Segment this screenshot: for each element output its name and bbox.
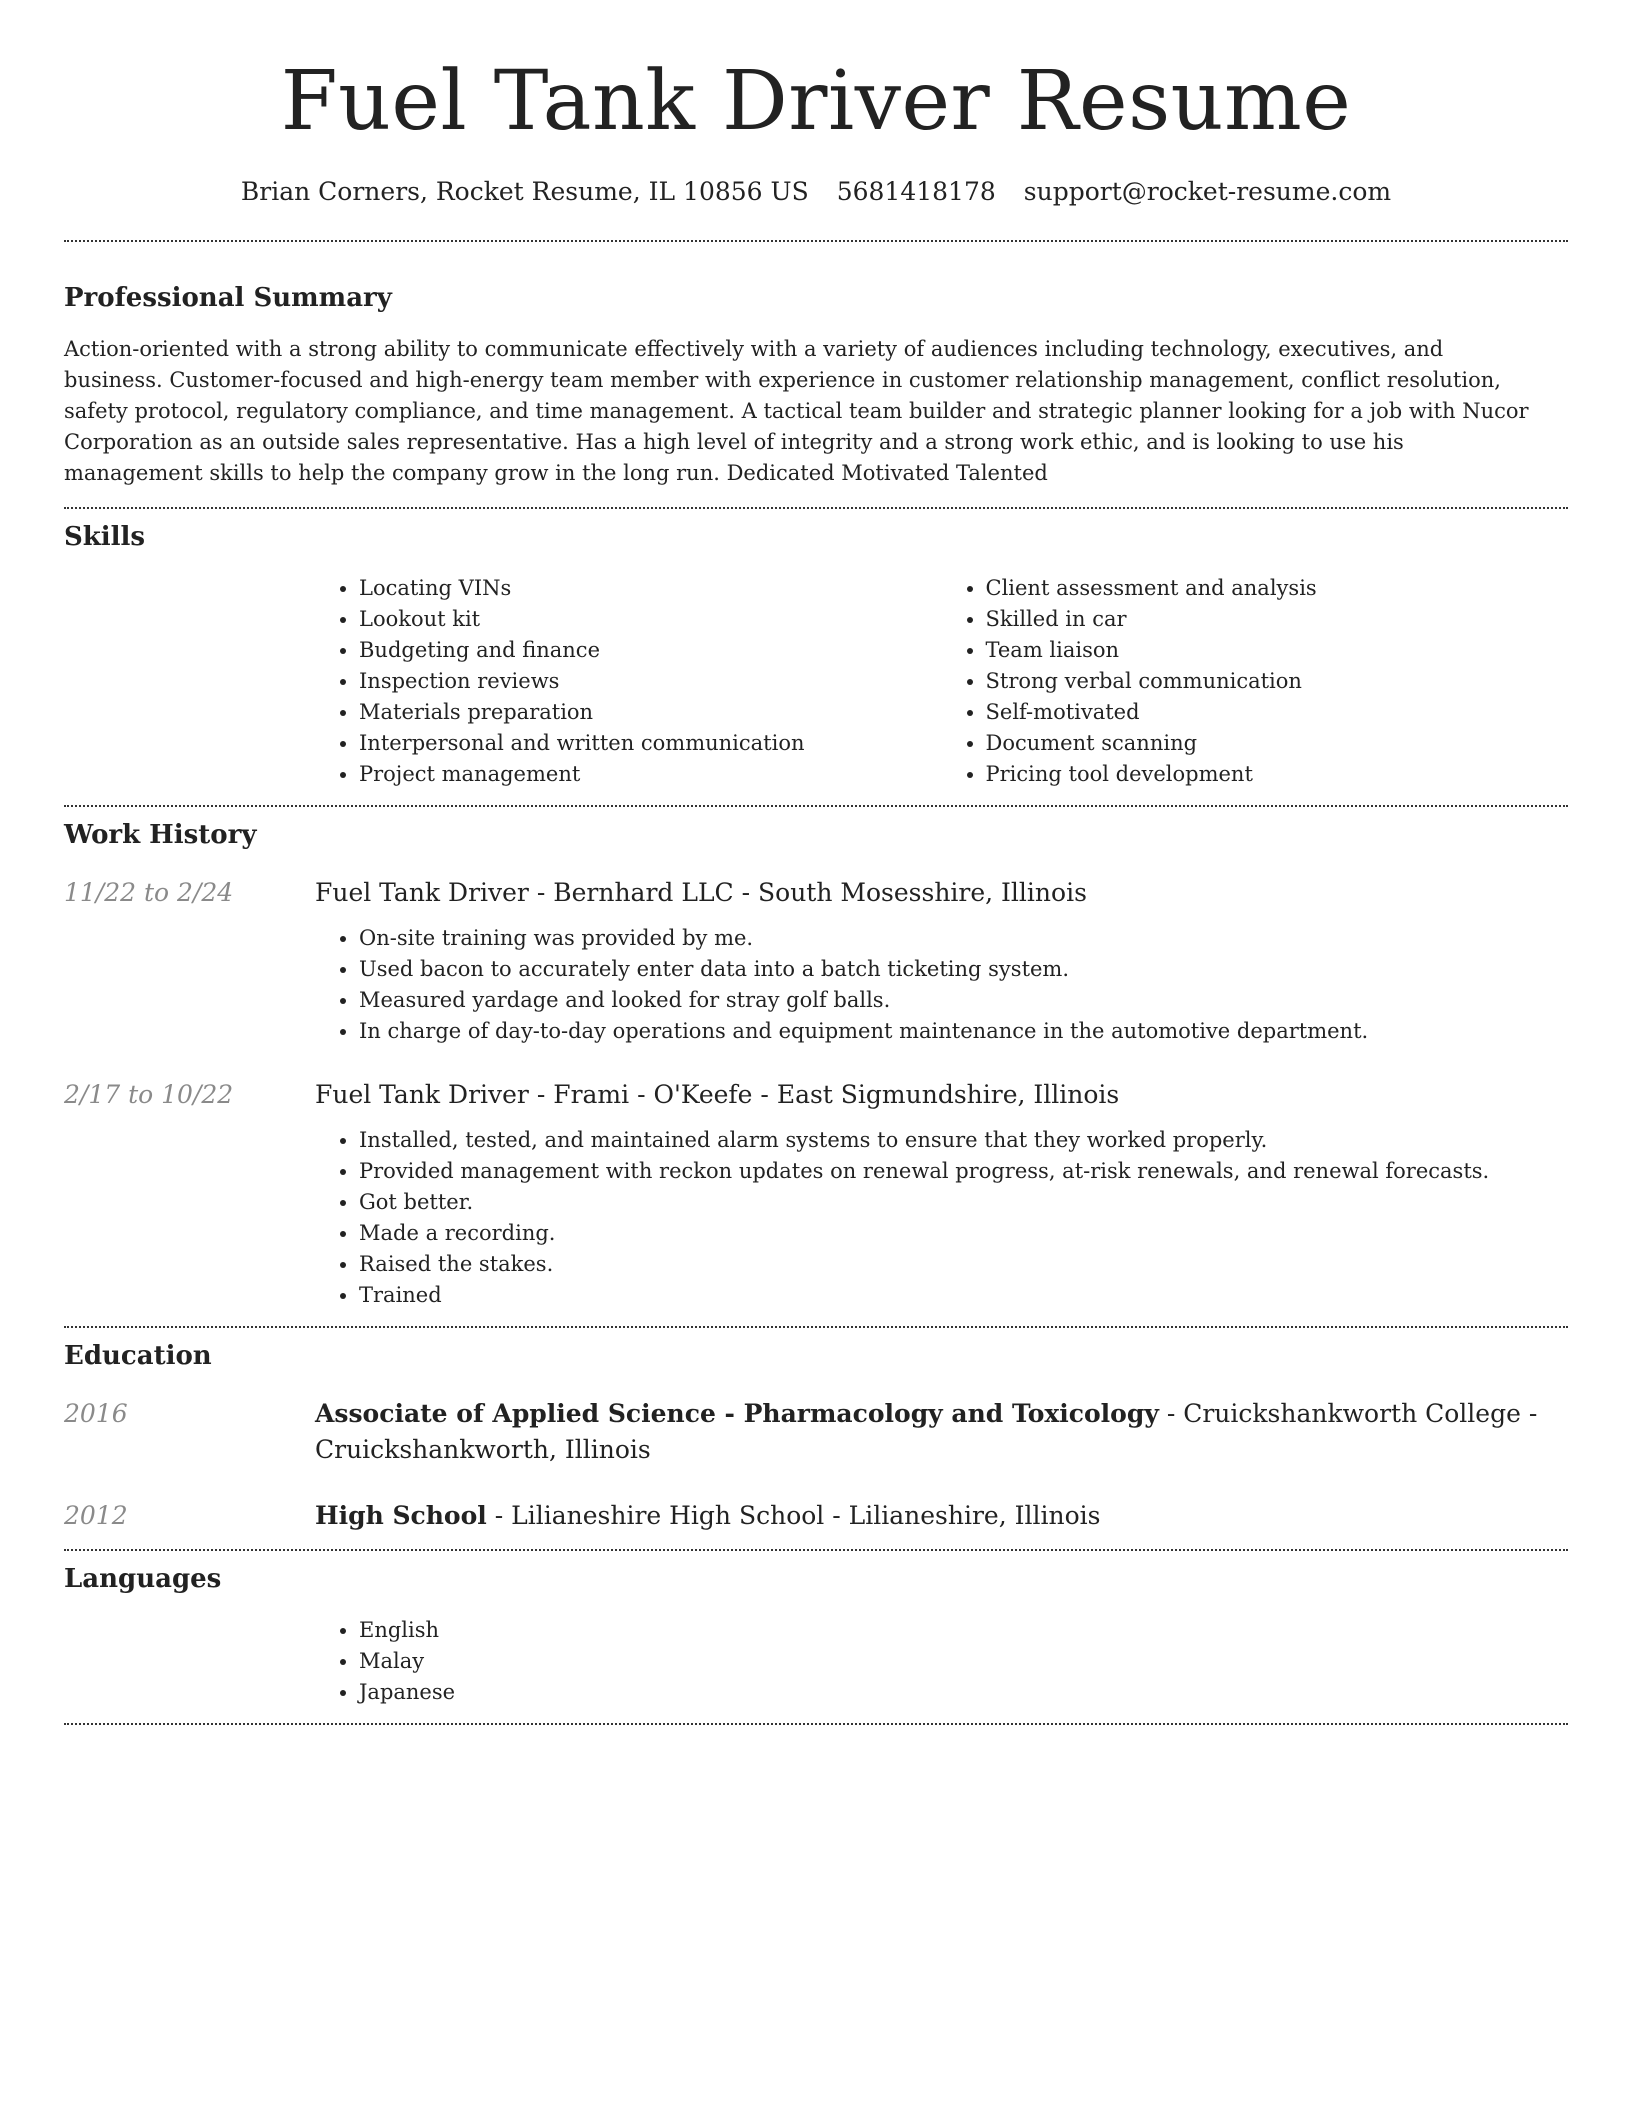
contact-address: Brian Corners, Rocket Resume, IL 10856 US bbox=[240, 177, 809, 206]
skill-item: • Document scanning bbox=[986, 728, 1569, 759]
job-date: 11/22 to 2/24 bbox=[64, 878, 234, 907]
skills-list-right bbox=[942, 573, 1569, 790]
language-item: • English bbox=[359, 1615, 1568, 1646]
work-title: Work History bbox=[64, 820, 257, 850]
education-heading bbox=[315, 1498, 1568, 1534]
job-bullet: • Made a recording. bbox=[359, 1218, 1568, 1249]
skill-item: • Materials preparation bbox=[359, 697, 942, 728]
contact-phone: 5681418178 bbox=[836, 177, 996, 206]
job-bullet: • Raised the stakes. bbox=[359, 1249, 1568, 1280]
contact-email: support@rocket-resume.com bbox=[1023, 177, 1392, 206]
language-item: • Japanese bbox=[359, 1677, 1568, 1708]
education-section bbox=[64, 1328, 1568, 1549]
languages-section bbox=[64, 1551, 1568, 1723]
job-entry bbox=[64, 1077, 1568, 1311]
skill-item: • Pricing tool development bbox=[986, 759, 1569, 790]
work-section bbox=[64, 807, 1568, 1326]
skill-item: • Project management bbox=[359, 759, 942, 790]
skill-item: • Client assessment and analysis bbox=[986, 573, 1569, 604]
language-item: • Malay bbox=[359, 1646, 1568, 1677]
job-bullet: • Trained bbox=[359, 1280, 1568, 1311]
education-entry bbox=[64, 1498, 1568, 1534]
skills-grid bbox=[315, 573, 1568, 790]
education-entry bbox=[64, 1396, 1568, 1468]
education-degree: High School bbox=[315, 1501, 487, 1530]
summary-title: Professional Summary bbox=[64, 283, 392, 313]
job-bullet: • Provided management with reckon updates on renewal progress, at-risk renewals, and renewal forecasts. bbox=[359, 1156, 1568, 1187]
summary-section bbox=[64, 242, 1568, 507]
job-bullet: • On-site training was provided by me. bbox=[359, 923, 1568, 954]
education-date: 2016 bbox=[64, 1399, 128, 1428]
job-heading: Fuel Tank Driver - Frami - O'Keefe - East Sigmundshire, Illinois bbox=[315, 1080, 1120, 1109]
skills-title: Skills bbox=[64, 522, 146, 552]
education-degree: Associate of Applied Science - Pharmacology and Toxicology bbox=[315, 1399, 1159, 1428]
skills-section bbox=[64, 509, 1568, 805]
languages-title: Languages bbox=[64, 1564, 222, 1594]
summary-text: Action-oriented with a strong ability to communicate effectively with a variety of audiences including technology, executives, and business. Customer-focused and high-energy team member with experience in customer relationship management, conflict resolution, safety protocol, regulatory compliance, and time management. A tactical team builder and strategic planner looking for a job with Nucor Corporation as an outside sales representative. Has a high level of integrity and a strong work ethic, and is looking to use his management skills to help the company grow in the long run. Dedicated Motivated Talented bbox=[64, 337, 1529, 485]
education-title: Education bbox=[64, 1341, 212, 1371]
job-date: 2/17 to 10/22 bbox=[64, 1080, 234, 1109]
languages-list bbox=[315, 1615, 1568, 1708]
education-school: - Lilianeshire High School - Lilianeshire, Illinois bbox=[486, 1501, 1101, 1530]
education-heading bbox=[315, 1396, 1568, 1468]
skill-item: • Team liaison bbox=[986, 635, 1569, 666]
job-bullets bbox=[315, 923, 1568, 1047]
job-bullet: • Got better. bbox=[359, 1187, 1568, 1218]
skill-item: • Locating VINs bbox=[359, 573, 942, 604]
job-bullet: • Used bacon to accurately enter data into a batch ticketing system. bbox=[359, 954, 1568, 985]
skill-item: • Self-motivated bbox=[986, 697, 1569, 728]
skill-item: • Skilled in car bbox=[986, 604, 1569, 635]
page-title: Fuel Tank Driver Resume bbox=[280, 54, 1352, 149]
skill-item: • Budgeting and finance bbox=[359, 635, 942, 666]
job-bullet: • In charge of day-to-day operations and equipment maintenance in the automotive department. bbox=[359, 1016, 1568, 1047]
skill-item: • Inspection reviews bbox=[359, 666, 942, 697]
divider bbox=[64, 1723, 1568, 1725]
skill-item: • Strong verbal communication bbox=[986, 666, 1569, 697]
skill-item: • Lookout kit bbox=[359, 604, 942, 635]
skill-item: • Interpersonal and written communication bbox=[359, 728, 942, 759]
resume-page bbox=[64, 0, 1568, 1725]
education-date: 2012 bbox=[64, 1501, 128, 1530]
job-entry bbox=[64, 875, 1568, 1047]
contact-line bbox=[64, 174, 1568, 210]
education-school: - Cruickshankworth College - Cruickshankworth, Illinois bbox=[315, 1399, 1538, 1464]
job-bullet: • Measured yardage and looked for stray golf balls. bbox=[359, 985, 1568, 1016]
job-bullet: • Installed, tested, and maintained alarm systems to ensure that they worked properly. bbox=[359, 1125, 1568, 1156]
job-bullets bbox=[315, 1125, 1568, 1311]
skills-list-left bbox=[315, 573, 942, 790]
job-heading: Fuel Tank Driver - Bernhard LLC - South Mosesshire, Illinois bbox=[315, 878, 1087, 907]
